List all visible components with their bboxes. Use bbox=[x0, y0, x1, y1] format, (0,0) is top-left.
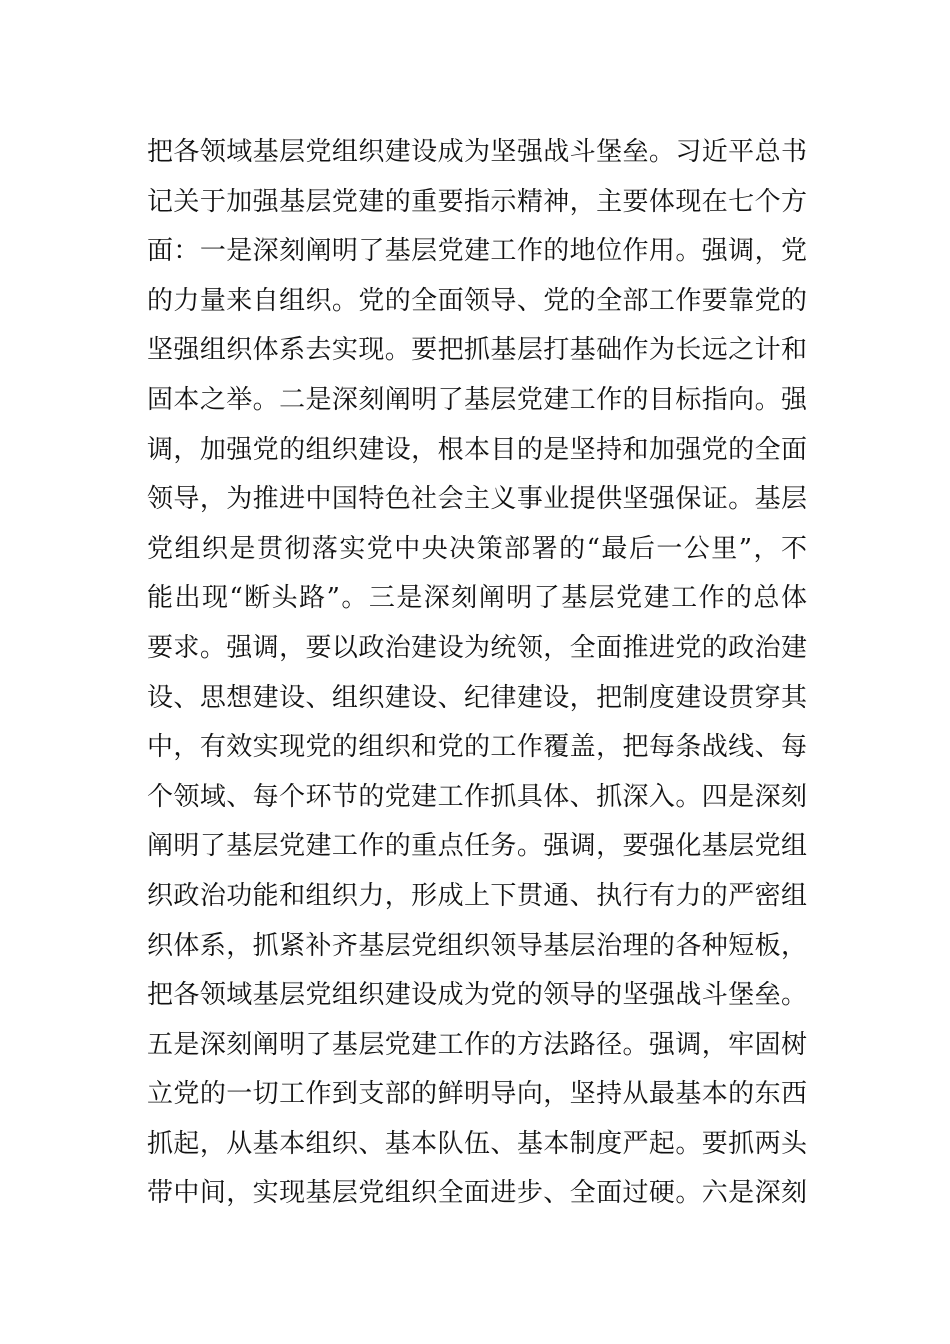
text-line: 能出现“断头路”。三是深刻阐明了基层党建工作的总体 bbox=[147, 583, 807, 614]
text-line: 记关于加强基层党建的重要指示精神，主要体现在七个方 bbox=[147, 186, 807, 217]
text-line: 坚强组织体系去实现。要把抓基层打基础作为长远之计和 bbox=[147, 335, 807, 366]
text-line: 面：一是深刻阐明了基层党建工作的地位作用。强调，党 bbox=[147, 236, 807, 267]
text-line: 织政治功能和组织力，形成上下贯通、执行有力的严密组 bbox=[147, 880, 807, 911]
text-line: 抓起，从基本组织、基本队伍、基本制度严起。要抓两头 bbox=[147, 1128, 807, 1159]
text-line: 固本之举。二是深刻阐明了基层党建工作的目标指向。强 bbox=[147, 384, 807, 415]
text-line: 的力量来自组织。党的全面领导、党的全部工作要靠党的 bbox=[147, 285, 807, 316]
text-line: 织体系，抓紧补齐基层党组织领导基层治理的各种短板， bbox=[147, 930, 807, 961]
text-line: 调，加强党的组织建设，根本目的是坚持和加强党的全面 bbox=[147, 434, 807, 465]
text-line: 要求。强调，要以政治建设为统领，全面推进党的政治建 bbox=[147, 632, 807, 663]
text-line: 五是深刻阐明了基层党建工作的方法路径。强调，牢固树 bbox=[147, 1029, 807, 1060]
text-line: 立党的一切工作到支部的鲜明导向，坚持从最基本的东西 bbox=[147, 1079, 807, 1110]
text-line: 带中间，实现基层党组织全面进步、全面过硬。六是深刻 bbox=[147, 1178, 807, 1209]
text-line: 把各领域基层党组织建设成为坚强战斗堡垒。习近平总书 bbox=[147, 137, 807, 167]
text-line: 把各领域基层党组织建设成为党的领导的坚强战斗堡垒。 bbox=[147, 980, 807, 1011]
text-line: 个领域、每个环节的党建工作抓具体、抓深入。四是深刻 bbox=[147, 781, 807, 812]
body-text bbox=[147, 132, 807, 1223]
text-line: 阐明了基层党建工作的重点任务。强调，要强化基层党组 bbox=[147, 831, 807, 862]
text-line: 领导，为推进中国特色社会主义事业提供坚强保证。基层 bbox=[147, 484, 807, 515]
text-line: 设、思想建设、组织建设、纪律建设，把制度建设贯穿其 bbox=[147, 682, 807, 713]
text-line: 中，有效实现党的组织和党的工作覆盖，把每条战线、每 bbox=[147, 732, 807, 763]
text-line: 党组织是贯彻落实党中央决策部署的“最后一公里”，不 bbox=[147, 533, 807, 564]
